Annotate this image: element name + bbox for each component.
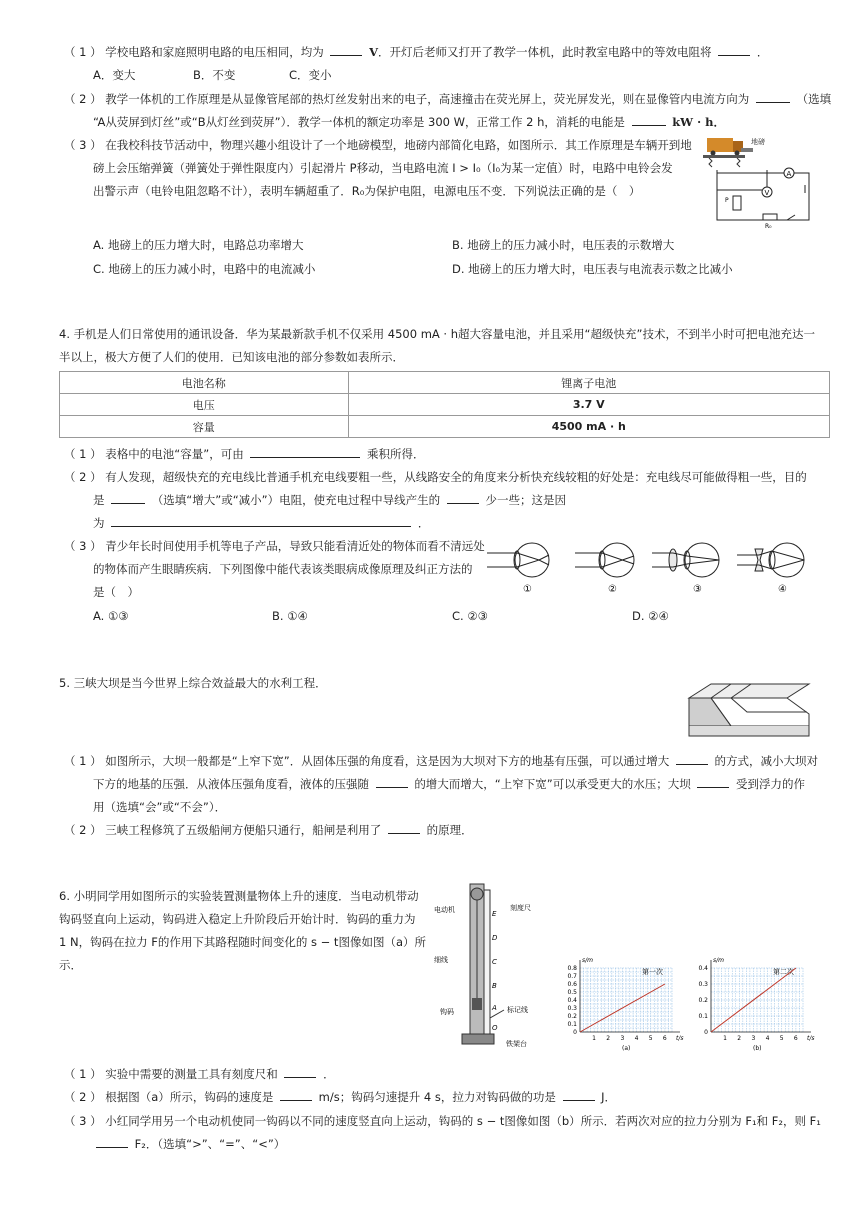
svg-text:P: P	[725, 197, 729, 204]
q4-part2-text-c1: 为	[93, 516, 105, 530]
blank[interactable]	[111, 492, 145, 504]
eye-diagram-1	[487, 543, 549, 595]
q3-part3-option-a[interactable]: A. 地磅上的压力增大时，电路总功率增大	[93, 238, 304, 252]
table-cell: 容量	[60, 416, 349, 438]
q3-part3-line1: （ 3 ） 在我校科技节活动中，物理兴趣小组设计了一个地磅模型，地磅内部简化电路，如图所示．其工作原理是车辆开到地	[64, 138, 692, 152]
y-tick-label: 0.6	[567, 981, 577, 988]
mark-label: 标记线	[507, 1006, 528, 1014]
q6-intro-line1: 6. 小明同学用如图所示的实验装置测量物体上升的速度．当电动机带动	[59, 889, 419, 903]
q5-part1-line1	[64, 753, 818, 769]
svg-text:V: V	[764, 189, 770, 197]
eye-diagrams-figure	[487, 538, 827, 596]
q5-part1-line3: 用（选填“会”或“不会”）．	[93, 800, 227, 814]
q4-part1-text-a: （ 1 ） 表格中的电池“容量”，可由	[64, 447, 244, 461]
q6-intro-line3: 1 N，钩码在拉力 F的作用下其路程随时间变化的 s − t图像如图（a）所	[59, 935, 426, 949]
q5-part2-line	[64, 822, 473, 838]
blank[interactable]	[280, 1089, 312, 1101]
q6-part2-text-c: J．	[601, 1090, 617, 1104]
q6-part3-line1: （ 3 ） 小红同学用另一个电动机使同一钩码以不同的速度竖直向上运动，钩码的 s − t图像如图（b）所示．若两次对应的拉力分别为 F₁和 F₂，则 F₁	[64, 1114, 821, 1128]
q3-part3-option-b[interactable]: B. 地磅上的压力减小时，电压表的示数增大	[452, 238, 675, 252]
ruler-label: 刻度尺	[510, 904, 531, 912]
battery-parameter-table	[59, 371, 830, 438]
x-tick-label: 6	[662, 1035, 667, 1042]
motor-label: 电动机	[434, 906, 455, 914]
scale-platform	[703, 155, 745, 158]
table-row	[60, 394, 830, 416]
blank[interactable]	[676, 753, 708, 765]
q5-part2-text-b: 的原理．	[426, 823, 473, 837]
q3-part1-line	[64, 44, 768, 60]
q4-part3-line3: 是（ ）	[93, 585, 139, 599]
q4-part2-line1: （ 2 ） 有人发现，超级快充的充电线比普通手机充电线要粗一些，从线路安全的角度来分析快充线较粗的好处是：充电线尽可能做得粗一些，目的	[64, 470, 807, 484]
q3-part1-text-a: （ 1 ） 学校电路和家庭照明电路的电压相同，均为	[64, 45, 324, 59]
q5-part1-text-d: 的增大而增大，“上窄下宽”可以承受更大的水压；大坝	[414, 777, 691, 791]
eye-label: ③	[693, 584, 702, 595]
q5-part1-text-a: （ 1 ） 如图所示，大坝一般都是“上窄下宽”．从固体压强的角度看，这是因为大坝对下方的地基有压强，可以通过增大	[64, 754, 670, 768]
q4-part1-text-b: 乘积所得．	[367, 447, 425, 461]
spring-icon	[709, 158, 740, 167]
q6-part1-line	[64, 1066, 335, 1082]
protective-resistor-icon	[763, 214, 777, 220]
weight-label: 钩码	[440, 1008, 454, 1016]
stand-label: 铁架台	[506, 1040, 527, 1048]
q4-part1-line	[64, 446, 425, 462]
blank[interactable]	[330, 44, 362, 56]
q6-part3-text-b: F₂．（选填“>”、“=”、“<”）	[134, 1137, 286, 1151]
unit-volt: V	[369, 45, 379, 59]
q3-part3-line3: 出警示声（电铃电阻忽略不计），表明车辆超重了．R₀为保护电阻，电源电压不变．下列说法正确的是（ ）	[93, 184, 641, 198]
blank[interactable]	[284, 1066, 316, 1078]
svg-text:R₀: R₀	[765, 223, 772, 230]
thread-label: 细线	[434, 956, 448, 964]
blank[interactable]	[96, 1136, 128, 1148]
apparatus-figure	[430, 880, 552, 1050]
table-row	[60, 372, 830, 394]
ruler	[484, 890, 490, 1035]
q3-part1-text-c: ．开灯后老师又打开了教学一体机，此时教室电路中的等效电阻将	[378, 45, 712, 59]
table-cell: 3.7 V	[348, 394, 829, 416]
weighbridge-label: 地磅	[751, 138, 765, 146]
table-cell: 电压	[60, 394, 349, 416]
chart-caption: (b)	[753, 1045, 762, 1052]
q4-part3-line2: 的物体而产生眼睛疾病．下列图像中能代表该类眼病成像原理及纠正方法的	[93, 562, 473, 576]
eye-diagram-2	[575, 543, 634, 595]
q4-part2-text-b3: 少一些；这是因	[485, 493, 566, 507]
x-tick-label: 5	[779, 1035, 784, 1042]
blank[interactable]	[632, 114, 666, 126]
eye-label: ④	[778, 584, 787, 595]
table-row	[60, 416, 830, 438]
blank[interactable]	[388, 822, 420, 834]
y-tick-label: 0.5	[567, 989, 577, 996]
q3-part2-text-a: （ 2 ） 教学一体机的工作原理是从显像管尾部的热灯丝发射出来的电子，高速撞击在荧光屏上，荧光屏发光，则在显像管内电流方向为	[64, 92, 750, 106]
q4-intro-line1: 4. 手机是人们日常使用的通讯设备．华为某最新款手机不仅采用 4500 mA · h超大容量电池，并且采用“超级快充”技术，不到半小时可把电池充达一	[59, 327, 815, 341]
ruler-mark-letter: D	[492, 934, 498, 942]
x-tick-label: 1	[592, 1035, 596, 1042]
q6-part1-text-a: （ 1 ） 实验中需要的测量工具有刻度尺和	[64, 1067, 278, 1081]
ruler-mark-letter: A	[492, 1004, 497, 1012]
q3-part1-option-b[interactable]: B．不变	[193, 68, 236, 82]
chart-title: 第二次	[773, 968, 794, 976]
y-tick-label: 0.1	[567, 1021, 577, 1028]
motor-icon	[471, 888, 483, 900]
chart-a	[560, 952, 685, 1056]
y-tick-label: 0.8	[567, 965, 577, 972]
q6-intro-line4: 示．	[59, 958, 82, 972]
table-cell: 电池名称	[60, 372, 349, 394]
hook-weight-icon	[472, 998, 482, 1010]
stand-base	[462, 1034, 494, 1044]
chart-title: 第一次	[642, 968, 663, 976]
q4-part3-option-c[interactable]: C. ②③	[452, 609, 488, 623]
q5-intro: 5. 三峡大坝是当今世界上综合效益最大的水利工程．	[59, 676, 327, 690]
eye-label: ②	[608, 584, 617, 595]
y-tick-label: 0.4	[567, 997, 577, 1004]
svg-text:A: A	[786, 170, 792, 178]
q6-part2-text-a: （ 2 ） 根据图（a）所示，钩码的速度是	[64, 1090, 274, 1104]
y-tick-label: 0.7	[567, 973, 577, 980]
x-tick-label: 3	[751, 1035, 756, 1042]
q4-part2-text-b1: 是	[93, 493, 105, 507]
ruler-mark-letter: O	[492, 1024, 498, 1032]
q6-part1-text-b: ．	[323, 1067, 335, 1081]
x-tick-label: 5	[648, 1035, 653, 1042]
q4-part2-line2	[93, 492, 566, 508]
chart-b	[691, 952, 816, 1056]
x-tick-label: 1	[723, 1035, 727, 1042]
q5-part2-text-a: （ 2 ） 三峡工程修筑了五级船闸方便船只通行，船闸是利用了	[64, 823, 382, 837]
x-tick-label: 2	[606, 1035, 611, 1042]
table-cell: 4500 mA · h	[348, 416, 829, 438]
x-axis-label: t/s	[676, 1035, 684, 1042]
q4-intro-line2: 半以上，极大方便了人们的使用．已知该电池的部分参数如表所示．	[59, 350, 404, 364]
x-tick-label: 2	[737, 1035, 742, 1042]
y-tick-label: 0.4	[698, 965, 708, 972]
q3-part1-text-d: ．	[756, 45, 769, 59]
blank[interactable]	[111, 515, 411, 527]
chart-caption: (a)	[622, 1045, 631, 1052]
y-tick-label: 0.1	[698, 1013, 708, 1020]
blank[interactable]	[376, 776, 408, 788]
dam-figure	[687, 676, 811, 740]
q4-part2-text-c2: ．	[417, 516, 430, 530]
q3-part2-line2	[93, 114, 725, 130]
q6-part2-text-b: m/s；钩码匀速提升 4 s，拉力对钩码做的功是	[318, 1090, 556, 1104]
battery-icon	[805, 185, 809, 193]
q3-part2-text-c: “A从荧屏到灯丝”或“B从灯丝到荧屏”）．教学一体机的额定功率是 300 W，正常工作 2 h，消耗的电能是	[93, 115, 625, 129]
blank[interactable]	[447, 492, 479, 504]
ruler-mark-letter: C	[492, 958, 497, 966]
q5-part1-text-c: 下方的地基的压强．从液体压强角度看，液体的压强随	[93, 777, 369, 791]
y-tick-label: 0.2	[567, 1013, 577, 1020]
q5-part1-line2	[93, 776, 805, 792]
q3-part1-option-c[interactable]: C．变小	[289, 68, 332, 82]
q4-part3-line1: （ 3 ） 青少年长时间使用手机等电子产品，导致只能看清近处的物体而看不清远处	[64, 539, 485, 553]
truck-cargo-icon	[707, 138, 733, 152]
y-tick-label: 0.3	[567, 1005, 577, 1012]
x-tick-label: 3	[620, 1035, 625, 1042]
blank[interactable]	[563, 1089, 595, 1101]
x-tick-label: 6	[793, 1035, 798, 1042]
table-cell: 锂离子电池	[348, 372, 829, 394]
convex-lens-icon	[669, 549, 677, 571]
concave-lens-icon	[755, 549, 763, 571]
q4-part3-option-a[interactable]: A. ①③	[93, 609, 129, 623]
weighbridge-circuit-figure	[697, 130, 821, 230]
x-axis-label: t/s	[807, 1035, 815, 1042]
y-tick-label: 0	[573, 1029, 577, 1036]
q5-part1-text-e: 受到浮力的作	[736, 777, 806, 791]
y-tick-label: 0.2	[698, 997, 708, 1004]
q4-part2-text-b2: （选填“增大”或“减小”）电阻，使充电过程中导线产生的	[151, 493, 441, 507]
q3-part1-option-a[interactable]: A．变大	[93, 68, 136, 82]
q3-part2-line1	[64, 91, 831, 107]
q6-part3-line2	[93, 1136, 285, 1152]
q4-part2-line3	[93, 515, 429, 531]
x-tick-label: 4	[634, 1035, 639, 1042]
blank[interactable]	[250, 446, 360, 458]
q3-part3-line2: 磅上会压缩弹簧（弹簧处于弹性限度内）引起滑片 P移动，当电路电流 I > I₀（I₀为某一定值）时，电路中电铃会发	[93, 161, 673, 175]
q3-part3-option-d[interactable]: D. 地磅上的压力增大时，电压表与电流表示数之比减小	[452, 262, 733, 276]
y-tick-label: 0	[704, 1029, 708, 1036]
y-tick-label: 0.3	[698, 981, 708, 988]
x-tick-label: 4	[765, 1035, 770, 1042]
dam-cross-section	[689, 698, 731, 726]
slider-resistor-icon	[733, 196, 741, 210]
blank[interactable]	[756, 91, 790, 103]
ruler-mark-letter: B	[492, 982, 497, 990]
ruler-mark-letter: E	[492, 910, 497, 918]
q5-part1-text-b: 的方式，减小大坝对	[714, 754, 819, 768]
blank[interactable]	[697, 776, 729, 788]
q3-part3-option-c[interactable]: C. 地磅上的压力减小时，电路中的电流减小	[93, 262, 316, 276]
q4-part3-option-d[interactable]: D. ②④	[632, 609, 669, 623]
eye-diagram-4	[737, 543, 804, 595]
q6-intro-line2: 钩码竖直向上运动，钩码进入稳定上升阶段后开始计时．钩码的重力为	[59, 912, 416, 926]
q4-part3-option-b[interactable]: B. ①④	[272, 609, 308, 623]
eye-diagram-3	[652, 543, 719, 595]
unit-kwh: kW · h．	[672, 115, 725, 129]
y-axis-label: s/m	[582, 957, 593, 964]
blank[interactable]	[718, 44, 750, 56]
eye-label: ①	[523, 584, 532, 595]
q3-part2-text-b: （选填	[796, 92, 832, 106]
y-axis-label: s/m	[713, 957, 724, 964]
q6-part2-line	[64, 1089, 616, 1105]
